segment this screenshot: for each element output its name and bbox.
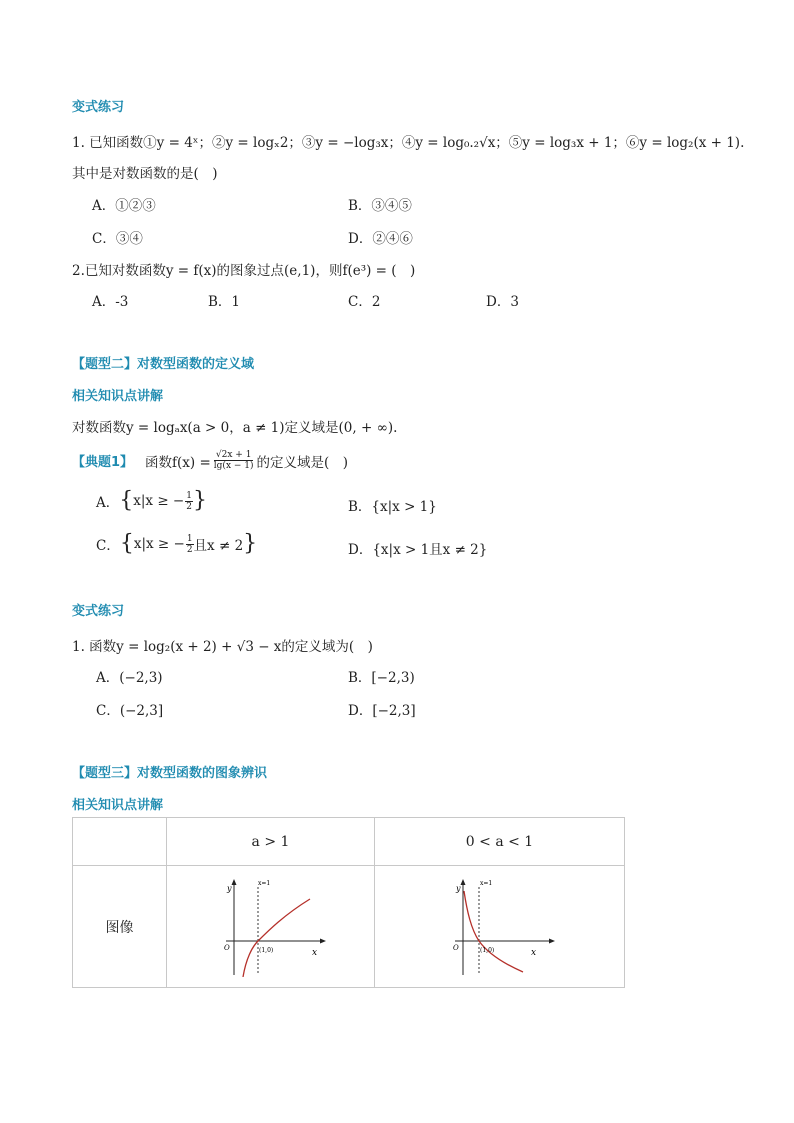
example-option-a xyxy=(96,490,207,512)
option-c-num: 1 xyxy=(186,533,193,544)
q1-option-d: D．②④⑥ xyxy=(348,231,413,247)
right-brace: } xyxy=(243,531,258,556)
q2-option-a: A．-3 xyxy=(92,294,129,310)
graph-cell-decreasing xyxy=(375,866,625,988)
point-label: (1,0) xyxy=(258,946,273,954)
practice-option-a: A．(−2,3) xyxy=(96,670,163,686)
fraction-denominator: lg(x − 1) xyxy=(213,461,254,471)
fraction-numerator: √2x + 1 xyxy=(215,450,252,460)
option-c-fraction xyxy=(186,534,194,555)
q2-option-b: B．1 xyxy=(208,294,241,310)
y-axis-arrow xyxy=(231,879,236,885)
q1-option-b: B．③④⑤ xyxy=(348,198,412,214)
option-c-tail: 且x ≠ 2 xyxy=(193,538,244,554)
example-option-c xyxy=(96,533,257,555)
asymptote-label: x=1 xyxy=(257,879,270,887)
option-a-fraction xyxy=(185,491,193,512)
log-curve xyxy=(243,899,310,977)
question-2: 2.已知对数函数y = f(x)的图象过点(e,1)，则f(e³) = ( ) xyxy=(72,263,416,279)
q2-option-d: D．3 xyxy=(486,294,519,310)
practice-heading-2: 变式练习 xyxy=(72,604,125,619)
option-a-body: x|x ≥ − xyxy=(133,493,185,509)
practice-option-c: C．(−2,3] xyxy=(96,703,164,719)
header-a-less-1: 0 < a < 1 xyxy=(375,818,625,866)
practice-heading: 变式练习 xyxy=(72,100,125,115)
option-a-den: 2 xyxy=(186,501,192,512)
practice-option-b: B．[−2,3) xyxy=(348,670,415,686)
knowledge-heading: 相关知识点讲解 xyxy=(72,389,164,404)
header-a-greater-1: a > 1 xyxy=(167,818,375,866)
q2-option-c: C．2 xyxy=(348,294,381,310)
x-axis-arrow xyxy=(549,938,555,943)
section-title-type3: 【题型三】对数型函数的图象辨识 xyxy=(72,766,268,781)
y-axis-arrow xyxy=(460,879,465,885)
x-label: x xyxy=(311,947,317,958)
graph-table xyxy=(72,817,625,988)
practice-question-1: 1. 函数y = log₂(x + 2) + √3 − x的定义域为( ) xyxy=(72,639,373,655)
q1-option-a: A．①②③ xyxy=(92,198,156,214)
log-curve xyxy=(464,891,523,972)
option-c-letter: C． xyxy=(96,538,120,554)
y-label: y xyxy=(455,883,461,893)
option-c-body: x|x ≥ − xyxy=(133,536,185,552)
option-a-letter: A． xyxy=(96,495,120,511)
right-brace: } xyxy=(192,488,207,513)
domain-definition: 对数函数y = logₐx(a > 0，a ≠ 1)定义域是(0, + ∞). xyxy=(72,420,398,436)
left-brace: { xyxy=(119,488,134,513)
knowledge-heading-2: 相关知识点讲解 xyxy=(72,798,164,813)
y-label: y xyxy=(226,883,232,893)
example-suffix: 的定义域是( ) xyxy=(256,454,349,471)
point-label: (1,0) xyxy=(479,946,494,954)
example-question xyxy=(72,450,348,471)
asymptote-label: x=1 xyxy=(479,879,492,887)
option-c-den: 2 xyxy=(186,544,193,555)
example-prefix: 函数f(x) = xyxy=(145,454,211,471)
q1-option-c: C．③④ xyxy=(92,231,143,247)
table-corner xyxy=(73,818,167,866)
log-graph-decreasing xyxy=(445,877,555,977)
example-fraction xyxy=(212,450,256,471)
section-title-type2: 【题型二】对数型函数的定义域 xyxy=(72,357,255,372)
option-a-num: 1 xyxy=(186,490,192,501)
origin-label: O xyxy=(223,943,230,952)
x-axis-arrow xyxy=(320,938,326,943)
left-brace: { xyxy=(119,531,134,556)
example-option-d: D．{x|x > 1且x ≠ 2} xyxy=(348,542,488,558)
question-1: 1. 已知函数①y = 4ˣ；②y = logₓ2；③y = −log₃x；④y = log₀.₂√x；⑤y = log₃x + 1；⑥y = log₂(x + 1). xyxy=(72,135,745,151)
origin-label: O xyxy=(452,943,459,952)
practice-option-d: D．[−2,3] xyxy=(348,703,416,719)
question-1-line2: 其中是对数函数的是( ) xyxy=(72,166,218,182)
example-label: 【典题1】 xyxy=(72,455,134,470)
graph-cell-increasing xyxy=(167,866,375,988)
row-label-graph: 图像 xyxy=(73,866,167,988)
log-graph-increasing xyxy=(216,877,326,977)
x-label: x xyxy=(530,947,536,958)
example-option-b: B．{x|x > 1} xyxy=(348,499,437,515)
